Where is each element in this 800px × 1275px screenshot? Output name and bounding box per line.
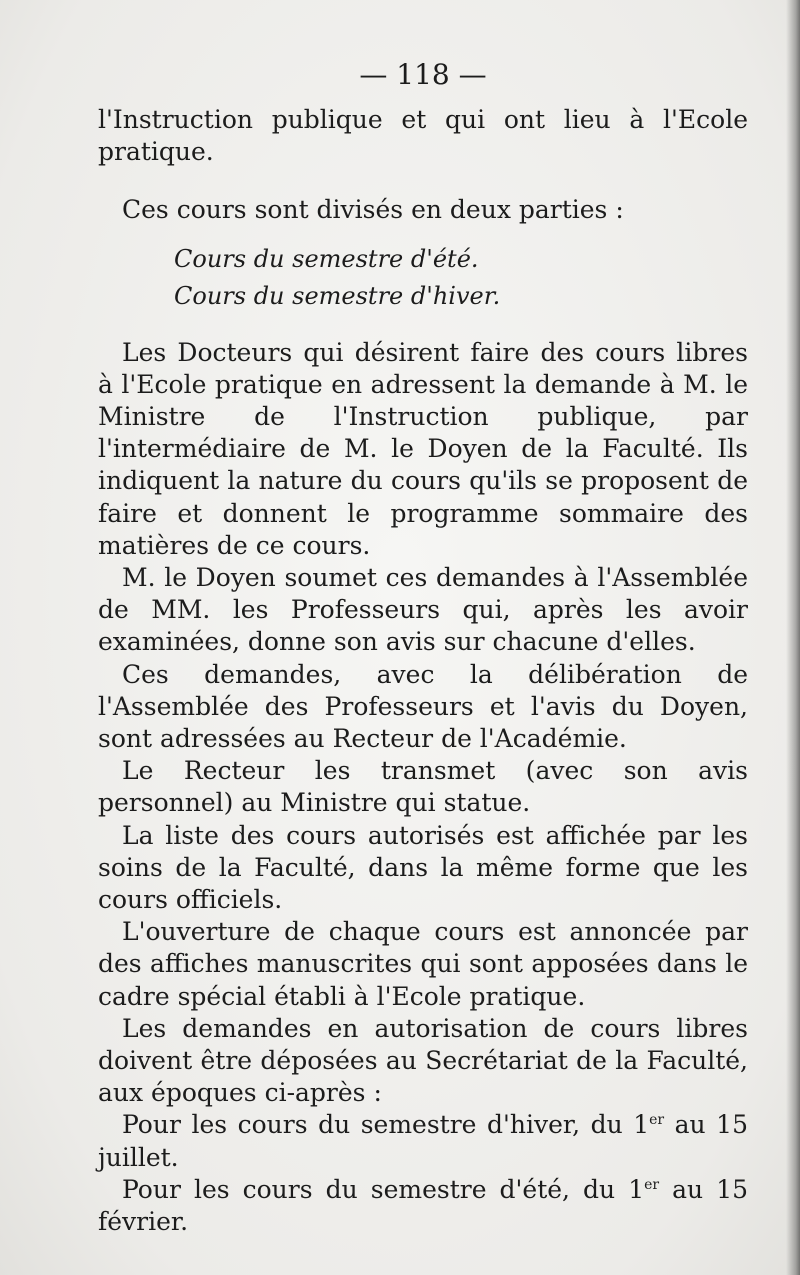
intro-paragraph: l'Instruction publique et qui ont lieu à l'Ecole pratique.: [98, 105, 748, 167]
page-edge-shadow: [786, 0, 800, 1275]
semester-winter: Cours du semestre d'hiver.: [174, 281, 501, 310]
winter-text-after: au 15 juillet.: [98, 1110, 748, 1172]
paragraph-ouverture: L'ouverture de chaque cours est annoncée par des affiches manuscrites qui sont apposées dans le cadre spécial établi à l'Ecole pratique.: [98, 917, 748, 1011]
winter-text-before: Pour les cours du semestre d'hiver, du 1: [122, 1110, 650, 1140]
summer-text-after: au 15 février.: [98, 1174, 748, 1237]
paragraph-depot: Les demandes en autorisation de cours libres doivent être déposées au Secrétariat de la Faculté, aux époques ci-après :: [98, 1013, 748, 1108]
paragraph-demandes: Ces demandes, avec la délibération de l'Assemblée des Professeurs et l'avis du Doyen, sont adressées au Recteur de l'Académie.: [98, 659, 748, 754]
semester-summer: Cours du semestre d'été.: [174, 244, 479, 273]
division-heading: Ces cours sont divisés en deux parties :: [122, 195, 624, 225]
winter-superscript: er: [649, 1112, 665, 1129]
paragraph-summer-dates: [98, 1174, 748, 1238]
paragraph-winter-dates: [98, 1109, 748, 1173]
summer-superscript: er: [644, 1176, 660, 1193]
paragraph-docteurs: Les Docteurs qui désirent faire des cours libres à l'Ecole pratique en adressent la demande à M. le Ministre de l'Instruction publique, par l'intermédiaire de M. le Doyen de la Faculté. Ils indiquent la nature du cours qu'ils se proposent de faire et donnent le programme sommaire des matières de ce cours.: [98, 337, 748, 560]
semester-list: [98, 241, 748, 315]
page-number: — 118 —: [359, 58, 487, 91]
paragraph-liste: La liste des cours autorisés est affichée par les soins de la Faculté, dans la même forme que les cours officiels.: [98, 820, 748, 915]
paragraph-doyen: M. le Doyen soumet ces demandes à l'Assemblée de MM. les Professeurs qui, après les avoir examinées, donne son avis sur chacune d'elles.: [98, 563, 748, 657]
paragraph-recteur: Le Recteur les transmet (avec son avis personnel) au Ministre qui statue.: [98, 756, 748, 818]
summer-text-before: Pour les cours du semestre d'été, du 1: [122, 1174, 645, 1204]
